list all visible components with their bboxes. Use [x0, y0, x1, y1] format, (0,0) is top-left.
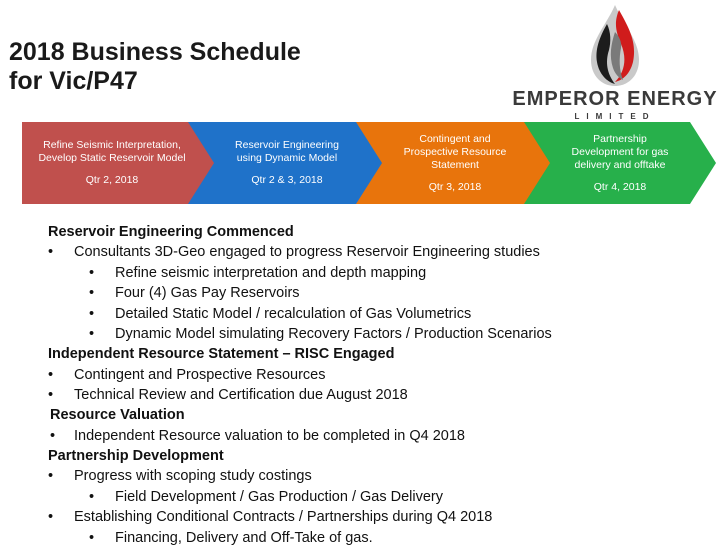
schedule-timeline — [22, 122, 716, 204]
sub-list-item-text: Refine seismic interpretation and depth mapping — [115, 265, 427, 281]
title-line-1: 2018 Business Schedule — [9, 38, 301, 66]
list-item — [48, 385, 408, 405]
list-item-text: Progress with scoping study costings — [74, 468, 312, 484]
schedule-step-4-quarter: Qtr 4, 2018 — [593, 180, 647, 193]
schedule-step-2-quarter: Qtr 2 & 3, 2018 — [251, 174, 323, 186]
list-item-text: Consultants 3D-Geo engaged to progress Reservoir Engineering studies — [74, 244, 540, 260]
sub-list-item — [89, 528, 373, 548]
logo-company-name: EMPEROR ENERGY — [512, 88, 718, 110]
company-logo — [512, 2, 718, 130]
list-item-text: Contingent and Prospective Resources — [74, 367, 326, 383]
bullet-icon: • — [50, 428, 56, 444]
flame-drop-logo-icon — [585, 2, 645, 88]
page-title — [9, 38, 301, 96]
list-item-text: Establishing Conditional Contracts / Partnerships during Q4 2018 — [74, 509, 493, 525]
sub-list-item — [89, 324, 552, 344]
sub-list-item — [89, 487, 443, 507]
schedule-step-4-label: Partnership Development for gas delivery and offtake — [571, 132, 669, 171]
section-heading-valuation: Resource Valuation — [50, 407, 185, 423]
list-item — [48, 365, 325, 385]
list-item-text: Independent Resource valuation to be completed in Q4 2018 — [74, 428, 465, 444]
bullet-icon: • — [89, 326, 95, 342]
list-item — [48, 466, 312, 486]
bullet-icon: • — [48, 387, 54, 403]
sub-list-item-text: Financing, Delivery and Off-Take of gas. — [115, 530, 373, 546]
sub-list-item-text: Dynamic Model simulating Recovery Factors / Production Scenarios — [115, 326, 552, 342]
schedule-step-1-quarter: Qtr 2, 2018 — [85, 174, 139, 186]
bullet-icon: • — [48, 244, 54, 260]
section-heading-reservoir: Reservoir Engineering Commenced — [48, 224, 294, 240]
bullet-icon: • — [89, 265, 95, 281]
list-item-text: Technical Review and Certification due August 2018 — [74, 387, 408, 403]
sub-list-item — [89, 283, 300, 303]
sub-list-item — [89, 304, 471, 324]
sub-list-item — [89, 263, 426, 283]
list-item — [48, 507, 492, 527]
bullet-icon: • — [48, 509, 54, 525]
sub-list-item-text: Detailed Static Model / recalculation of Gas Volumetrics — [115, 306, 472, 322]
list-item — [50, 426, 465, 446]
bullet-icon: • — [48, 468, 54, 484]
schedule-step-2-label: Reservoir Engineering using Dynamic Model — [235, 139, 339, 164]
sub-list-item-text: Field Development / Gas Production / Gas Delivery — [115, 489, 443, 505]
list-item — [48, 242, 540, 262]
bullet-icon: • — [89, 306, 95, 322]
schedule-step-4 — [524, 122, 716, 204]
sub-list-item-text: Four (4) Gas Pay Reservoirs — [115, 285, 300, 301]
bullet-icon: • — [89, 530, 95, 546]
schedule-step-1-label: Refine Seismic Interpretation, Develop Static Reservoir Model — [38, 139, 186, 164]
section-heading-partnership: Partnership Development — [48, 448, 224, 464]
title-line-2: for Vic/P47 — [9, 67, 138, 95]
logo-company-suffix: LIMITED — [574, 112, 656, 121]
bullet-icon: • — [48, 367, 54, 383]
bullet-icon: • — [89, 489, 95, 505]
schedule-step-3-label: Contingent and Prospective Resource Statement — [403, 132, 507, 171]
schedule-step-3-quarter: Qtr 3, 2018 — [428, 180, 482, 193]
section-heading-independent: Independent Resource Statement – RISC Engaged — [48, 346, 395, 362]
bullet-icon: • — [89, 285, 95, 301]
